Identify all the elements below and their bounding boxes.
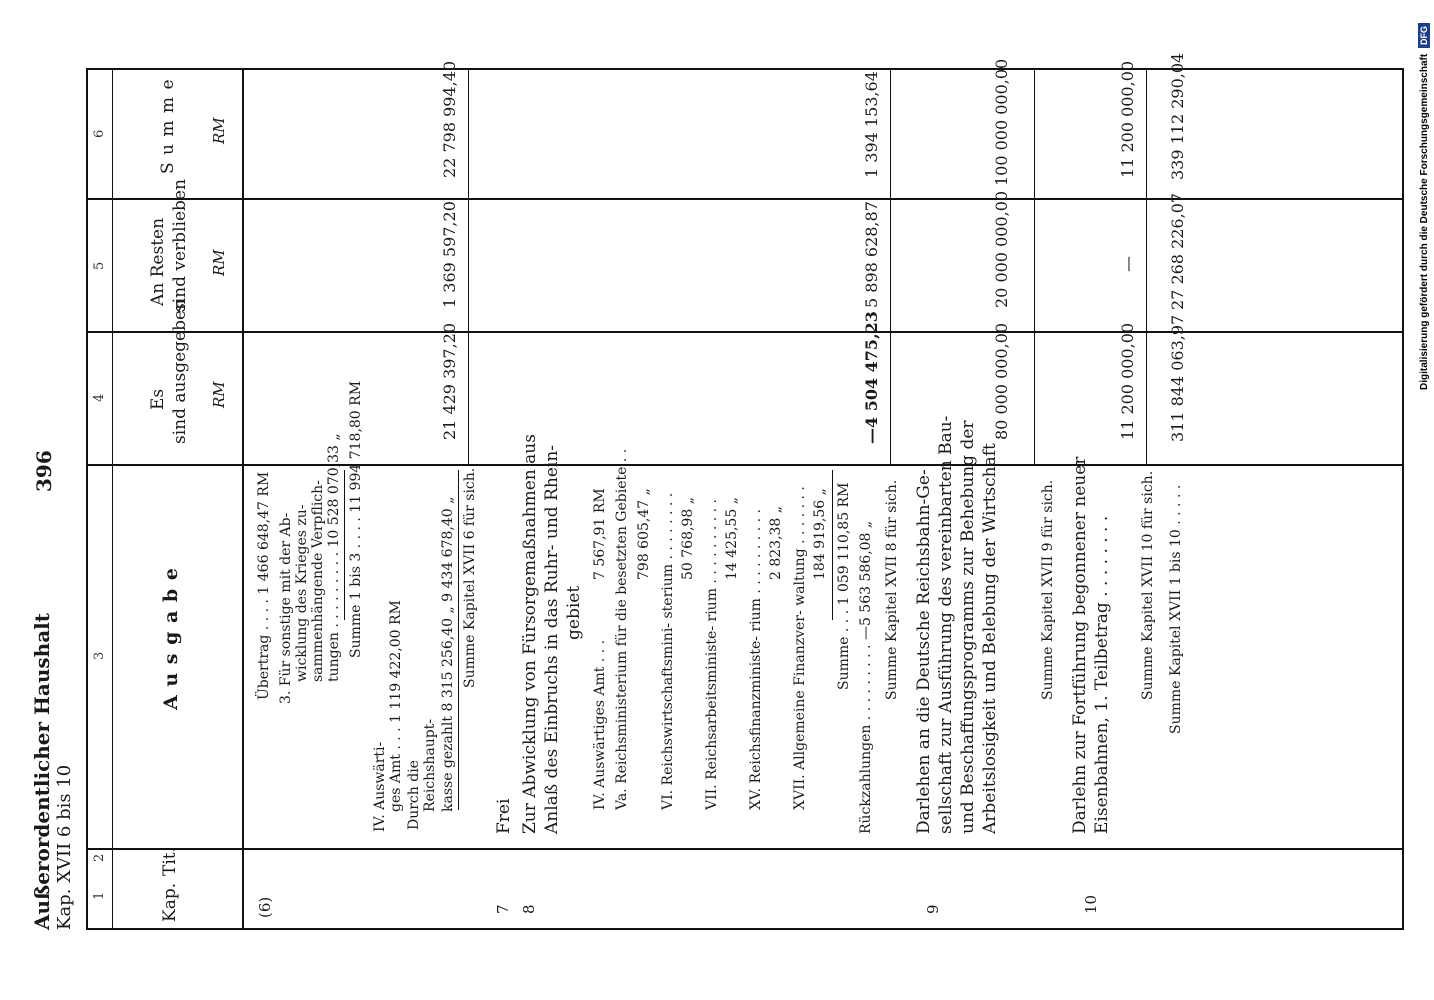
r8-item-xv-value: 2 823,38 „ <box>768 505 784 580</box>
total-resten: 27 268 226,07 <box>1168 192 1187 310</box>
r8-item-xv: XV. Reichsfinanzministe- rium . . . . . . . . . . <box>748 509 764 810</box>
item3-line4: tungen . . . . . . . . . 10 528 070,33 „ <box>326 433 342 682</box>
row9-bottom-rule <box>1034 70 1035 466</box>
kap-9: 9 <box>924 904 942 914</box>
auswaertig-line1: IV. Auswärti- <box>372 741 388 832</box>
header-verblieben: sind verblieben <box>170 179 190 312</box>
r8-summe: Summe . . . 1 059 110,85 RM <box>836 482 852 690</box>
colnum-3: 3 <box>92 651 107 660</box>
summe-kap-8: Summe Kapitel XVII 8 für sich. <box>884 479 900 700</box>
row8-bottom-rule <box>890 70 891 466</box>
summe-kap-1-10: Summe Kapitel XVII 1 bis 10 . . . . . <box>1168 484 1184 734</box>
r9-summe: 100 000 000,00 <box>992 58 1011 186</box>
r8-title-3: gebiet <box>564 585 584 640</box>
r8-item-iv: IV. Auswärtiges Amt . . . <box>592 639 608 810</box>
r8-item-vi-value: 50 768,98 „ <box>680 497 696 580</box>
r8-resten: 5 898 628,87 <box>862 201 881 308</box>
r9-text-4: Arbeitslosigkeit und Belebung der Wirtschaft <box>980 443 1000 834</box>
auswaertig-line4: Reichshaupt- <box>422 718 438 812</box>
colnum-4: 4 <box>92 393 107 402</box>
r8-item-xvii-value: 184 919,56 „ <box>812 488 828 580</box>
r6-resten: 1 369 597,20 <box>440 201 459 308</box>
r9-text-2: sellschaft zur Ausführung des vereinbarten Bau- <box>936 415 956 834</box>
header-ausgegeben: sind ausgegeben <box>170 299 190 444</box>
unit-col5: RM <box>210 249 228 276</box>
kap-10: 10 <box>1082 894 1100 914</box>
dfg-credit-text: Digitalisierung gefördert durch die Deutsche Forschungsgemeinschaft <box>1419 53 1430 390</box>
r10-resten: — <box>1118 256 1137 272</box>
r8-item-va-value: 798 605,47 „ <box>636 488 652 580</box>
r8-item-vii: VII. Reichsarbeitsministe- rium . . . . . . . . . . <box>704 499 720 810</box>
r8-item-vi: VI. Reichswirtschaftsmini- sterium . . . . . . . . <box>660 492 676 810</box>
kap6-rule <box>458 470 459 810</box>
colnum-1: 1 <box>92 891 107 900</box>
r8-item-vii-value: 14 425,55 „ <box>724 497 740 580</box>
r10-ausgegeben: 11 200 000,00 <box>1118 322 1137 440</box>
table-left-rule <box>86 928 1404 930</box>
col-sep-4 <box>86 198 1404 200</box>
r8-title-2: Anlaß des Einbruchs in das Ruhr- und Rhein- <box>542 444 562 834</box>
r8-item-xvii: XVII. Allgemeine Finanzver- waltung . . . . . . . <box>792 486 808 810</box>
r8-ausgegeben: —4 504 475,23 <box>862 311 881 444</box>
row6-bottom-rule <box>468 70 469 466</box>
r8-item-va: Va. Reichsministerium für die besetzten Gebiete . . <box>614 448 630 810</box>
r6-ausgegeben: 21 429 397,20 <box>440 322 459 440</box>
summe-kap-9: Summe Kapitel XVII 9 für sich. <box>1040 479 1056 700</box>
r9-resten: 20 000 000,00 <box>992 190 1011 308</box>
r8-item-iv-value: 7 567,91 RM <box>592 488 608 580</box>
header-tit: Tit. <box>160 846 180 876</box>
row10-bottom-rule <box>1146 70 1147 466</box>
r6-summe: 22 798 994,40 <box>440 60 459 178</box>
summe-kap-6: Summe Kapitel XVII 6 für sich. <box>462 467 478 688</box>
kap-8: 8 <box>520 904 538 914</box>
colnum-5: 5 <box>92 261 107 270</box>
r8-title-1: Zur Abwicklung von Fürsorgemaßnahmen aus <box>520 434 540 834</box>
r10-text-1: Darlehn zur Fortführung begonnener neuer <box>1070 456 1090 834</box>
item3-line1: 3. Für sonstige mit der Ab- <box>278 512 294 704</box>
col-sep-1 <box>86 848 1404 850</box>
unit-col4: RM <box>210 381 228 408</box>
r10-text-2: Eisenbahnen, 1. Teilbetrag . . . . . . . . <box>1092 515 1112 834</box>
kap-7: 7 <box>494 904 512 914</box>
header-kap: Kap. <box>160 882 180 922</box>
total-ausgegeben: 311 844 063,97 <box>1168 314 1187 442</box>
r8-rueckzahlungen: Rückzahlungen . . . . . . . . . —5 563 586,08 „ <box>858 520 874 834</box>
total-summe: 339 112 290,04 <box>1168 52 1187 180</box>
auswaertig-line5: kasse gezahlt 8 315 256,40 „ 9 434 678,40 „ <box>440 496 456 812</box>
r9-ausgegeben: 80 000 000,00 <box>992 322 1011 440</box>
page-header-title: Außerordentlicher Haushalt <box>30 612 54 930</box>
auswaertig-line2: ges Amt . . . 1 119 422,00 RM <box>388 600 404 812</box>
unit-col6: RM <box>210 117 228 144</box>
col-sep-5 <box>86 68 1404 70</box>
page-header-subtitle: Kap. XVII 6 bis 10 <box>54 764 75 930</box>
dfg-credit <box>1416 10 1434 390</box>
r10-summe: 11 200 000,00 <box>1118 60 1137 178</box>
uebertrag-line: Übertrag . . . . 1 466 648,47 RM <box>256 471 272 700</box>
r8-summe-col: 1 394 153,64 <box>862 71 881 178</box>
item3-line2: wicklung des Krieges zu- <box>294 504 310 682</box>
col-sep-2 <box>86 464 1404 466</box>
summe-1-3: Summe 1 bis 3 . . . . 11 994 718,80 RM <box>348 380 364 658</box>
kap-6-continued: (6) <box>256 896 274 918</box>
header-ausgabe: A u s g a b e <box>160 567 182 710</box>
colnum-6: 6 <box>92 129 107 138</box>
header-es: Es <box>148 388 168 410</box>
r7-frei: Frei <box>494 798 514 834</box>
page-number: 396 <box>32 450 56 492</box>
col-sep-3 <box>86 331 1404 333</box>
r9-text-1: Darlehen an die Deutsche Reichsbahn-Ge- <box>914 469 934 834</box>
colnum-2: 2 <box>92 853 107 862</box>
header-summe: S u m m e <box>158 78 178 174</box>
dfg-logo: DFG <box>1418 23 1430 48</box>
r9-text-3: und Beschaffungsprogramms zur Behebung der <box>958 420 978 834</box>
auswaertig-line3: Durch die <box>406 760 422 830</box>
r8-sum-rule <box>832 470 833 620</box>
summe-kap-10: Summe Kapitel XVII 10 für sich. <box>1140 470 1156 700</box>
header-resten: An Resten <box>148 217 168 306</box>
subtotal-rule <box>344 470 345 620</box>
item3-line3: sammenhängende Verpflich- <box>310 480 326 682</box>
